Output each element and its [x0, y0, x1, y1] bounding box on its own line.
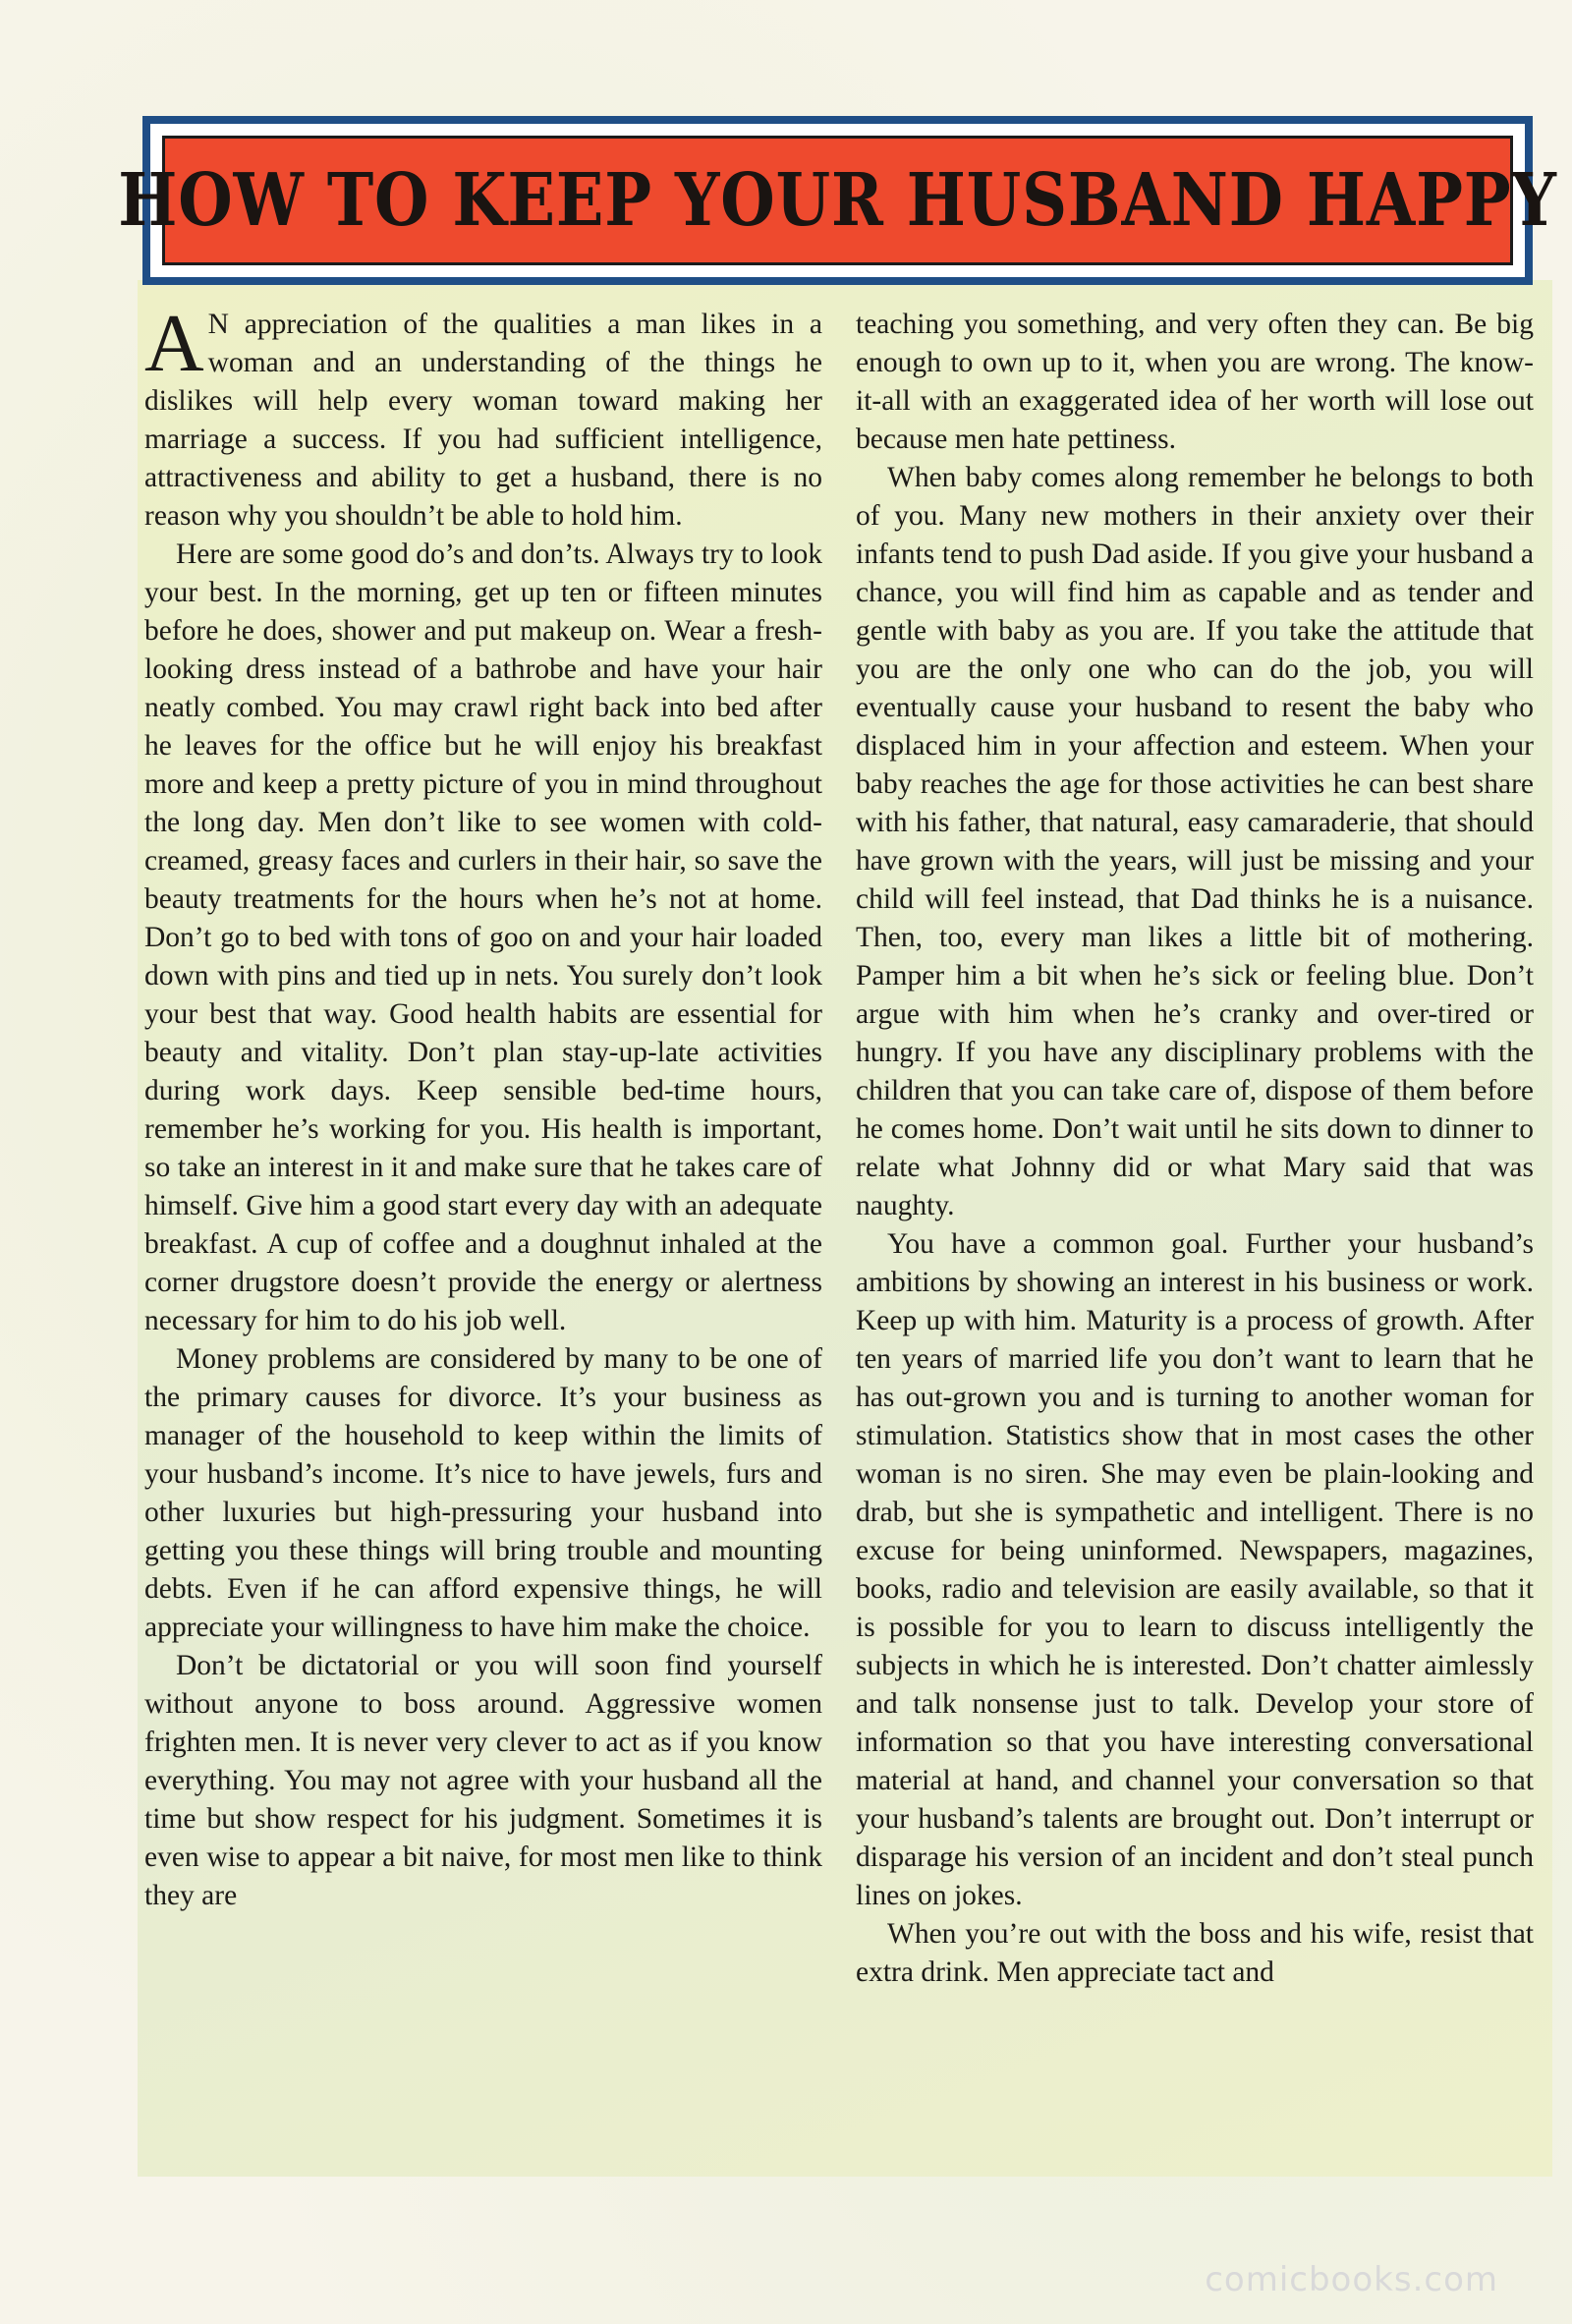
right-column: [856, 306, 1534, 1992]
paragraph: Here are some good do’s and don’ts. Always try to look your best. In the morning, get up ten or fifteen minutes before he does, shower and put makeup on. Wear a fresh-looking dress instead of a bathrobe and have your hair neatly combed. You may crawl right back into bed after he leaves for the office but he will enjoy his breakfast more and keep a pretty picture of you in mind throughout the long day. Men don’t like to see women with cold-creamed, greasy faces and curlers in their hair, so save the beauty treatments for the hours when he’s not at home. Don’t go to bed with tons of goo on and your hair loaded down with pins and tied up in nets. You surely don’t look your best that way. Good health habits are essential for beauty and vitality. Don’t plan stay-up-late activities during work days. Keep sensible bed-time hours, remember he’s working for you. His health is important, so take an interest in it and make sure that he takes care of himself. Give him a good start every day with an adequate breakfast. A cup of coffee and a doughnut inhaled at the corner drugstore doesn’t provide the energy or alertness necessary for him to do his job well.: [144, 538, 822, 1336]
title-banner: [118, 116, 1557, 285]
title-banner-inner: [118, 136, 1557, 265]
paragraph: You have a common goal. Further your husband’s ambitions by showing an interest in his business or work. Keep up with him. Maturity is a process of growth. After ten years of married life you don’t want to learn that he has out-grown you and is turning to another woman for stimulation. Statistics show that in most cases the other woman is no siren. She may even be plain-looking and drab, but she is sympathetic and intelligent. There is no excuse for being uninformed. Newspapers, magazines, books, radio and television are easily available, so that it is possible for you to learn to discuss intelligently the subjects in which he is interested. Don’t chatter aimlessly and talk nonsense just to talk. Develop your store of information so that you have interesting conversational material at hand, and channel your conversation so that your husband’s talents are brought out. Don’t interrupt or disparage his version of an incident and don’t steal punch lines on jokes.: [856, 1228, 1534, 1911]
paragraph: Don’t be dictatorial or you will soon find yourself without anyone to boss around. Aggressive women frighten men. It is never very clever to act as if you know everything. You may not agree with your husband all the time but show respect for his judgment. Sometimes it is even wise to appear a bit naive, for most men like to think they are: [144, 1650, 822, 1911]
paragraph: When baby comes along remember he belongs to both of you. Many new mothers in their anxiety over their infants tend to push Dad aside. If you give your husband a chance, you will find him as capable and as tender and gentle with baby as you are. If you take the attitude that you are the only one who can do the job, you will eventually cause your husband to resent the baby who displaced him in your affection and esteem. When your baby reaches the age for those activities he can best share with his father, that natural, easy camaraderie, that should have grown with the years, will just be missing and your child will feel instead, that Dad thinks he is a nuisance. Then, too, every man likes a little bit of mothering. Pamper him a bit when he’s sick or feeling blue. Don’t argue with him when he’s cranky and over-tired or hungry. If you have any disciplinary problems with the children that you can take care of, dispose of them before he comes home. Don’t wait until he sits down to dinner to relate what Johnny did or what Mary said that was naughty.: [856, 462, 1534, 1221]
paragraph: When you’re out with the boss and his wife, resist that extra drink. Men appreciate tact and: [856, 1918, 1534, 1988]
paragraph: [144, 298, 822, 536]
paragraph-text: N appreciation of the qualities a man likes in a woman and an understanding of the things he dislikes will help every woman toward making her marriage a success. If you had sufficient intelligence, attractiveness and ability to get a husband, there is no reason why you shouldn’t be able to hold him.: [144, 309, 822, 532]
left-column: [144, 298, 822, 1915]
article-title: HOW TO KEEP YOUR HUSBAND HAPPY: [118, 158, 1557, 243]
paragraph: teaching you something, and very often they can. Be big enough to own up to it, when you are wrong. The know-it-all with an exaggerated idea of her worth will lose out because men hate pettiness.: [856, 309, 1534, 455]
paragraph: Money problems are considered by many to be one of the primary causes for divorce. It’s your business as manager of the household to keep within the limits of your husband’s income. It’s nice to have jewels, furs and other luxuries but high-pressuring your husband into getting you these things will bring trouble and mounting debts. Even if he can afford expensive things, he will appreciate your willingness to have him make the choice.: [144, 1343, 822, 1643]
drop-cap: A: [144, 298, 204, 389]
site-watermark: comicbooks.com: [1205, 2260, 1498, 2299]
